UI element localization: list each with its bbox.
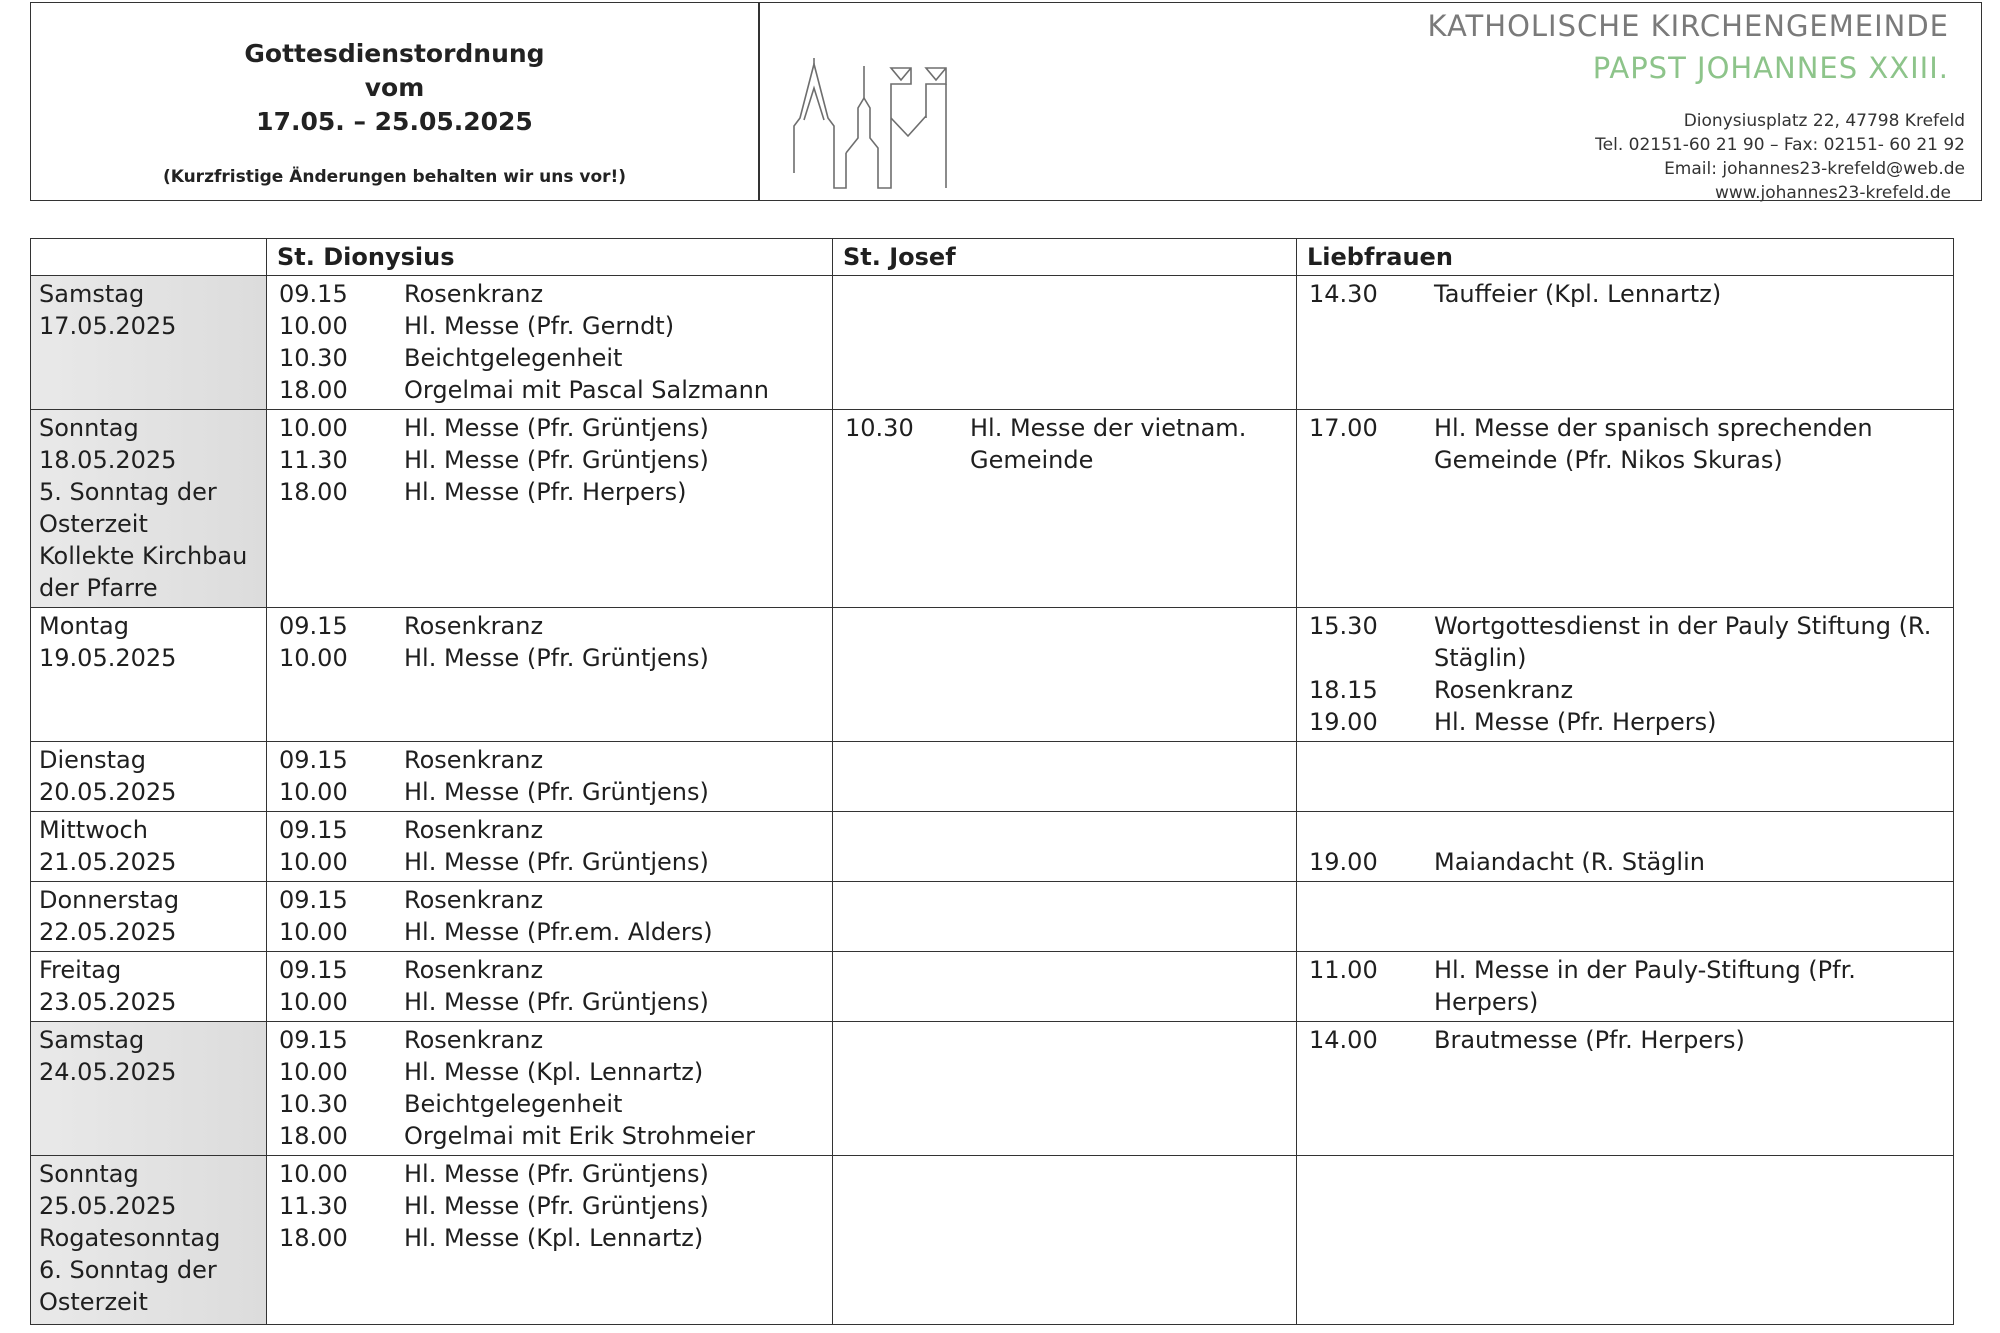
service-description: Hl. Messe (Pfr.em. Alders) bbox=[404, 918, 713, 946]
service-entry bbox=[267, 374, 832, 406]
schedule-cell-liebfrauen bbox=[1297, 952, 1952, 1021]
service-description: Brautmesse (Pfr. Herpers) bbox=[1434, 1026, 1745, 1054]
service-description: Orgelmai mit Pascal Salzmann bbox=[404, 376, 769, 404]
changes-note: (Kurzfristige Änderungen behalten wir uns vor!) bbox=[162, 167, 627, 187]
service-description: Hl. Messe (Pfr. Grüntjens) bbox=[404, 644, 709, 672]
day-date: 19.05.2025 bbox=[39, 644, 177, 672]
column-header-day bbox=[31, 239, 267, 275]
day-note: Osterzeit bbox=[39, 1288, 148, 1316]
column-header-st-dionysius: St. Dionysius bbox=[267, 239, 833, 275]
service-entry bbox=[1297, 412, 1952, 476]
service-entry bbox=[1297, 846, 1952, 878]
service-time: 10.00 bbox=[279, 778, 348, 806]
day-date: 20.05.2025 bbox=[39, 778, 177, 806]
day-note: 5. Sonntag der bbox=[39, 478, 217, 506]
schedule-table bbox=[30, 238, 1954, 1325]
day-date: 22.05.2025 bbox=[39, 918, 177, 946]
service-entry bbox=[267, 884, 832, 916]
header-divider bbox=[758, 3, 760, 200]
schedule-cell-dionysius bbox=[267, 742, 833, 811]
service-description: Orgelmai mit Erik Strohmeier bbox=[404, 1122, 756, 1150]
day-cell bbox=[31, 1156, 267, 1324]
service-time: 18.00 bbox=[279, 478, 348, 506]
schedule-cell-josef bbox=[833, 952, 1297, 1021]
service-description: Beichtgelegenheit bbox=[404, 1090, 623, 1118]
schedule-cell-liebfrauen bbox=[1297, 1156, 1952, 1324]
service-entry bbox=[267, 776, 832, 808]
service-entry bbox=[267, 846, 832, 878]
service-entry bbox=[267, 310, 832, 342]
day-name: Sonntag bbox=[39, 414, 139, 442]
schedule-cell-dionysius bbox=[267, 952, 833, 1021]
page-title-vom: vom bbox=[364, 73, 425, 102]
service-entry bbox=[1297, 1024, 1952, 1056]
service-time: 09.15 bbox=[279, 280, 348, 308]
phone-fax: Tel. 02151-60 21 90 – Fax: 02151- 60 21 92 bbox=[1595, 135, 1965, 155]
service-entry bbox=[1297, 954, 1952, 1018]
day-name: Freitag bbox=[39, 956, 122, 984]
schedule-cell-josef bbox=[833, 882, 1297, 951]
day-date: 17.05.2025 bbox=[39, 312, 177, 340]
service-time: 09.15 bbox=[279, 956, 348, 984]
service-time: 11.30 bbox=[279, 446, 348, 474]
service-time: 10.00 bbox=[279, 918, 348, 946]
service-time: 10.00 bbox=[279, 312, 348, 340]
service-entry bbox=[267, 342, 832, 374]
service-description: Hl. Messe (Pfr. Grüntjens) bbox=[404, 446, 709, 474]
service-description: Hl. Messe (Pfr. Grüntjens) bbox=[404, 988, 709, 1016]
service-description: Hl. Messe (Kpl. Lennartz) bbox=[404, 1224, 704, 1252]
day-cell bbox=[31, 608, 267, 741]
service-entry bbox=[267, 610, 832, 642]
service-entry bbox=[1297, 706, 1952, 738]
schedule-cell-liebfrauen bbox=[1297, 882, 1952, 951]
day-date: 21.05.2025 bbox=[39, 848, 177, 876]
service-entry bbox=[267, 642, 832, 674]
schedule-cell-dionysius bbox=[267, 812, 833, 881]
schedule-cell-dionysius bbox=[267, 1022, 833, 1155]
service-time: 10.00 bbox=[279, 1058, 348, 1086]
service-time: 11.00 bbox=[1309, 956, 1378, 984]
service-description: Rosenkranz bbox=[404, 886, 544, 914]
service-time: 19.00 bbox=[1309, 708, 1378, 736]
page-title: Gottesdienstordnung bbox=[244, 39, 545, 68]
service-entry bbox=[1297, 278, 1952, 310]
service-time: 09.15 bbox=[279, 746, 348, 774]
day-cell bbox=[31, 952, 267, 1021]
service-time: 10.30 bbox=[279, 1090, 348, 1118]
service-description: Hl. Messe (Kpl. Lennartz) bbox=[404, 1058, 704, 1086]
org-name: KATHOLISCHE KIRCHENGEMEINDE bbox=[1427, 9, 1949, 43]
header-title-block bbox=[31, 3, 758, 200]
service-time: 19.00 bbox=[1309, 848, 1378, 876]
document-header bbox=[30, 2, 1982, 201]
day-name: Mittwoch bbox=[39, 816, 148, 844]
service-time: 11.30 bbox=[279, 1192, 348, 1220]
service-time: 10.00 bbox=[279, 414, 348, 442]
schedule-cell-dionysius bbox=[267, 882, 833, 951]
day-cell bbox=[31, 812, 267, 881]
service-entry bbox=[267, 1222, 832, 1254]
schedule-cell-liebfrauen bbox=[1297, 1022, 1952, 1155]
table-row bbox=[31, 882, 1953, 952]
service-description: Rosenkranz bbox=[404, 816, 544, 844]
service-entry bbox=[1297, 610, 1952, 674]
service-time: 18.00 bbox=[279, 1224, 348, 1252]
day-cell bbox=[31, 742, 267, 811]
day-note: 6. Sonntag der bbox=[39, 1256, 217, 1284]
schedule-cell-josef bbox=[833, 1022, 1297, 1155]
service-time: 10.00 bbox=[279, 988, 348, 1016]
schedule-cell-liebfrauen bbox=[1297, 608, 1952, 741]
service-time: 10.00 bbox=[279, 1160, 348, 1188]
day-cell bbox=[31, 410, 267, 607]
day-note: Osterzeit bbox=[39, 510, 148, 538]
service-description: Hl. Messe (Pfr. Gerndt) bbox=[404, 312, 675, 340]
schedule-cell-dionysius bbox=[267, 276, 833, 409]
service-time: 18.00 bbox=[279, 1122, 348, 1150]
service-entry bbox=[267, 444, 832, 476]
service-entry bbox=[267, 954, 832, 986]
org-subname: PAPST JOHANNES XXIII. bbox=[1592, 51, 1949, 85]
schedule-cell-josef bbox=[833, 1156, 1297, 1324]
service-time: 18.00 bbox=[279, 376, 348, 404]
date-range: 17.05. – 25.05.2025 bbox=[256, 107, 533, 136]
service-description: Hl. Messe (Pfr. Grüntjens) bbox=[404, 414, 709, 442]
table-row bbox=[31, 1022, 1953, 1156]
service-entry bbox=[267, 1056, 832, 1088]
service-description: Hl. Messe (Pfr. Grüntjens) bbox=[404, 1192, 709, 1220]
schedule-cell-dionysius bbox=[267, 410, 833, 607]
service-time: 15.30 bbox=[1309, 612, 1378, 640]
day-name: Samstag bbox=[39, 1026, 145, 1054]
day-note: Rogatesonntag bbox=[39, 1224, 221, 1252]
day-cell bbox=[31, 276, 267, 409]
service-description: Hl. Messe (Pfr. Herpers) bbox=[404, 478, 687, 506]
day-name: Montag bbox=[39, 612, 129, 640]
service-description: Tauffeier (Kpl. Lennartz) bbox=[1434, 280, 1722, 308]
service-entry bbox=[267, 744, 832, 776]
table-row bbox=[31, 608, 1953, 742]
service-description: Rosenkranz bbox=[404, 1026, 544, 1054]
address: Dionysiusplatz 22, 47798 Krefeld bbox=[1683, 111, 1965, 131]
schedule-cell-josef bbox=[833, 608, 1297, 741]
schedule-cell-liebfrauen bbox=[1297, 812, 1952, 881]
service-entry bbox=[1297, 674, 1952, 706]
service-time: 17.00 bbox=[1309, 414, 1378, 442]
service-description: Beichtgelegenheit bbox=[404, 344, 623, 372]
day-note: der Pfarre bbox=[39, 574, 158, 602]
service-entry bbox=[267, 278, 832, 310]
service-time: 18.15 bbox=[1309, 676, 1378, 704]
table-row bbox=[31, 952, 1953, 1022]
service-time: 09.15 bbox=[279, 612, 348, 640]
table-row bbox=[31, 276, 1953, 410]
service-time: 10.00 bbox=[279, 848, 348, 876]
table-row bbox=[31, 812, 1953, 882]
service-description: Wortgottesdienst in der Pauly Stiftung (R. Stäglin) bbox=[1434, 612, 1932, 672]
service-entry bbox=[267, 1190, 832, 1222]
service-description: Rosenkranz bbox=[404, 956, 544, 984]
service-description: Rosenkranz bbox=[404, 746, 544, 774]
table-row bbox=[31, 742, 1953, 812]
service-description: Rosenkranz bbox=[1434, 676, 1574, 704]
service-time: 09.15 bbox=[279, 886, 348, 914]
service-description: Hl. Messe (Pfr. Grüntjens) bbox=[404, 1160, 709, 1188]
service-entry bbox=[267, 1024, 832, 1056]
day-date: 25.05.2025 bbox=[39, 1192, 177, 1220]
schedule-cell-dionysius bbox=[267, 608, 833, 741]
day-note: Kollekte Kirchbau bbox=[39, 542, 248, 570]
column-header-st-josef: St. Josef bbox=[833, 239, 1297, 275]
service-entry bbox=[267, 814, 832, 846]
service-description: Hl. Messe der spanisch sprechenden Gemeinde (Pfr. Nikos Skuras) bbox=[1434, 414, 1873, 474]
service-description: Maiandacht (R. Stäglin bbox=[1434, 848, 1705, 876]
service-time: 10.30 bbox=[279, 344, 348, 372]
schedule-cell-josef bbox=[833, 812, 1297, 881]
service-description: Hl. Messe der vietnam. Gemeinde bbox=[970, 414, 1247, 474]
day-cell bbox=[31, 882, 267, 951]
schedule-cell-josef bbox=[833, 742, 1297, 811]
day-name: Samstag bbox=[39, 280, 145, 308]
service-entry bbox=[267, 1158, 832, 1190]
service-time: 14.30 bbox=[1309, 280, 1378, 308]
service-entry bbox=[267, 1120, 832, 1152]
schedule-cell-josef bbox=[833, 276, 1297, 409]
service-time: 09.15 bbox=[279, 1026, 348, 1054]
day-name: Sonntag bbox=[39, 1160, 139, 1188]
service-entry bbox=[267, 412, 832, 444]
service-entry bbox=[267, 1088, 832, 1120]
day-date: 23.05.2025 bbox=[39, 988, 177, 1016]
service-time: 10.30 bbox=[845, 414, 914, 442]
website: www.johannes23-krefeld.de bbox=[1714, 183, 1951, 203]
day-name: Dienstag bbox=[39, 746, 146, 774]
service-description: Rosenkranz bbox=[404, 612, 544, 640]
service-entry bbox=[267, 916, 832, 948]
email: Email: johannes23-krefeld@web.de bbox=[1664, 159, 1965, 179]
day-cell bbox=[31, 1022, 267, 1155]
table-row bbox=[31, 1156, 1953, 1324]
day-date: 18.05.2025 bbox=[39, 446, 177, 474]
service-time: 09.15 bbox=[279, 816, 348, 844]
day-date: 24.05.2025 bbox=[39, 1058, 177, 1086]
schedule-cell-liebfrauen bbox=[1297, 410, 1952, 607]
service-description: Hl. Messe in der Pauly-Stiftung (Pfr. Herpers) bbox=[1434, 956, 1856, 1016]
day-name: Donnerstag bbox=[39, 886, 180, 914]
schedule-cell-dionysius bbox=[267, 1156, 833, 1324]
church-towers-logo-icon bbox=[786, 58, 1016, 198]
table-row bbox=[31, 410, 1953, 608]
table-header-row bbox=[31, 239, 1953, 276]
service-description: Hl. Messe (Pfr. Herpers) bbox=[1434, 708, 1717, 736]
schedule-cell-liebfrauen bbox=[1297, 276, 1952, 409]
service-description: Hl. Messe (Pfr. Grüntjens) bbox=[404, 848, 709, 876]
schedule-cell-liebfrauen bbox=[1297, 742, 1952, 811]
service-time: 14.00 bbox=[1309, 1026, 1378, 1054]
service-entry bbox=[833, 412, 1296, 476]
service-description: Rosenkranz bbox=[404, 280, 544, 308]
column-header-liebfrauen: Liebfrauen bbox=[1307, 243, 1453, 271]
service-time: 10.00 bbox=[279, 644, 348, 672]
schedule-cell-josef bbox=[833, 410, 1297, 607]
service-description: Hl. Messe (Pfr. Grüntjens) bbox=[404, 778, 709, 806]
service-entry bbox=[267, 476, 832, 508]
service-entry bbox=[267, 986, 832, 1018]
